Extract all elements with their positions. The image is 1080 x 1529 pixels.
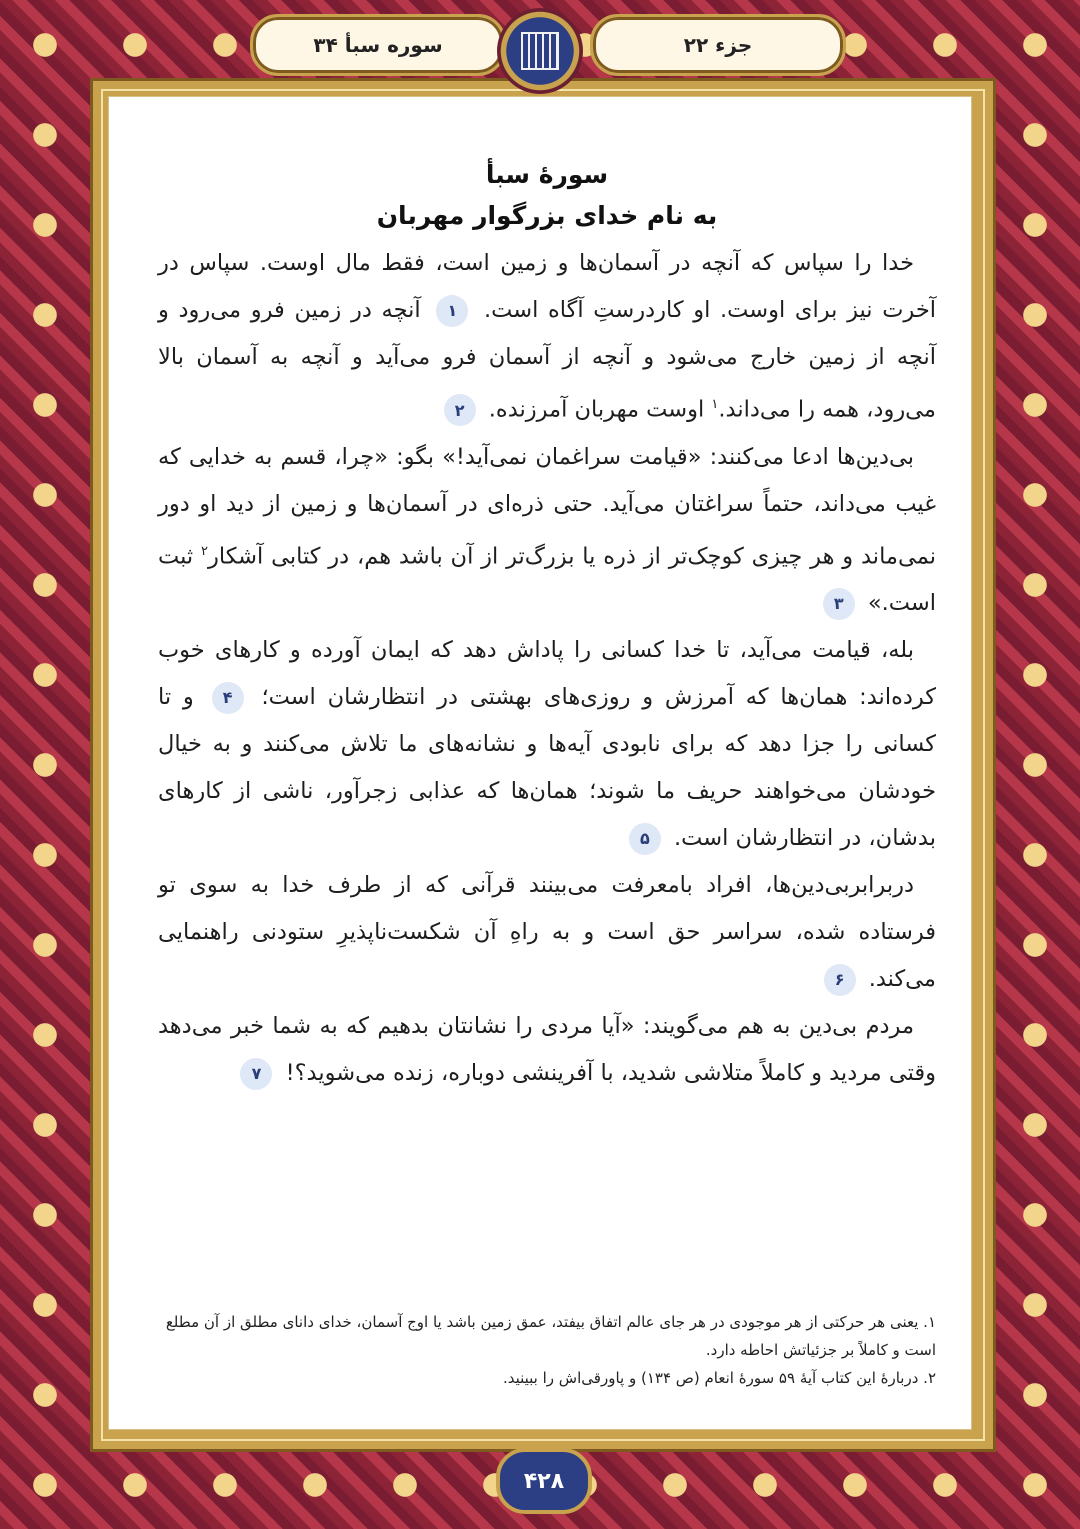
surah-title: سورهٔ سبأ [485,160,609,189]
juz-label: جزء ۲۲ [683,33,753,57]
page-number: ۴۲۸ [523,1468,565,1494]
verse-text: اوست مهربان آمرزنده. [488,396,705,423]
verse-number-marker: ۴ [212,682,244,714]
paragraph [158,627,936,862]
paragraph [158,1003,936,1097]
footnotes [160,1308,936,1392]
verse-text: دربرابربی‌دین‌ها، افراد بامعرفت می‌بینند قرآنی که از طرف خدا به سوی تو فرستاده شده، سراسر حق است و به راهِ آن شکست‌ناپذیرِ ستودنی راهنمایی می‌کند. [158,872,936,992]
verse-number-marker: ۳ [823,588,855,620]
verse-text: خدا را سپاس که آنچه در آسمان‌ها و زمین است، فقط مال اوست. سپاس در آخرت نیز برای اوست. او کاردرستِ آگاه است. [158,250,936,323]
verse-text: بله، قیامت می‌آید، تا خدا کسانی را پاداش دهد که ایمان آورده و کارهای خوب کرده‌اند: همان‌ها که آمرزش و روزی‌های بهشتی در انتظارشان است؛ [158,637,937,710]
publisher-logo-icon [497,8,583,94]
page-number-badge [496,1448,592,1514]
verse-number-marker: ۵ [629,823,661,855]
paragraph [158,240,936,434]
footnote: ۲. دربارهٔ این کتاب آیهٔ ۵۹ سورهٔ انعام (ص ۱۳۴) و پاورقی‌اش را ببینید. [502,1369,936,1387]
verse-text: ثبت است.» [158,543,936,616]
paragraph [158,862,936,1003]
verse-text: آنچه در زمین فرو می‌رود و آنچه از زمین خارج می‌شود و آنچه از آسمان فرو می‌آید و آنچه به آسمان بالا می‌رود، همه را می‌داند. [158,297,936,423]
verse-number-marker: ۶ [824,964,856,996]
basmala: به نام خدای بزرگوار مهربان [376,201,718,230]
verse-text: و تا کسانی را جزا دهد که برای نابودی آیه‌ها و نشانه‌های ما تلاش می‌کنند و به خیال خودشان می‌خواهند حریف ما شوند؛ همان‌ها که عذابی زجرآور، ناشی از کارهای بدشان، در انتظارشان است. [158,684,936,851]
paragraph [158,434,936,628]
kufic-emblem-icon [521,32,559,70]
footnote-ref: ۲ [201,543,208,559]
verse-number-marker: ۱ [436,295,468,327]
verse-text: مردم بی‌دین به هم می‌گویند: «آیا مردی را نشانتان بدهیم که به شما خبر می‌دهد وقتی مردید و کاملاً متلاشی شدید، با آفرینشی دوباره، زنده می‌شوید؟! [158,1013,936,1086]
verse-text: بی‌دین‌ها ادعا می‌کنند: «قیامت سراغمان نمی‌آید!» بگو: «چرا، قسم به خدایی که غیب می‌داند، حتماً سراغتان می‌آید. حتی ذره‌ای در آسمان‌ها و زمین از دید او دور نمی‌ماند و هر چیزی کوچک‌تر از ذره یا بزرگ‌تر از آن باشد هم، در کتابی آشکار [158,443,936,569]
translation-body [158,150,936,1097]
footnote: ۱. یعنی هر حرکتی از هر موجودی در هر جای عالم اتفاق بیفتد، عمق زمین باشد یا اوج آسمان، خدای دانای مطلق از آن مطلع است و کاملاً بر جزئیاتش احاطه دارد. [165,1313,936,1359]
juz-header [590,14,846,76]
footnote-ref: ۱ [711,397,719,412]
surah-label: سوره سبأ ۳۴ [313,33,443,57]
surah-header [250,14,506,76]
verse-number-marker: ۲ [444,394,476,426]
verse-number-marker: ۷ [240,1058,272,1090]
